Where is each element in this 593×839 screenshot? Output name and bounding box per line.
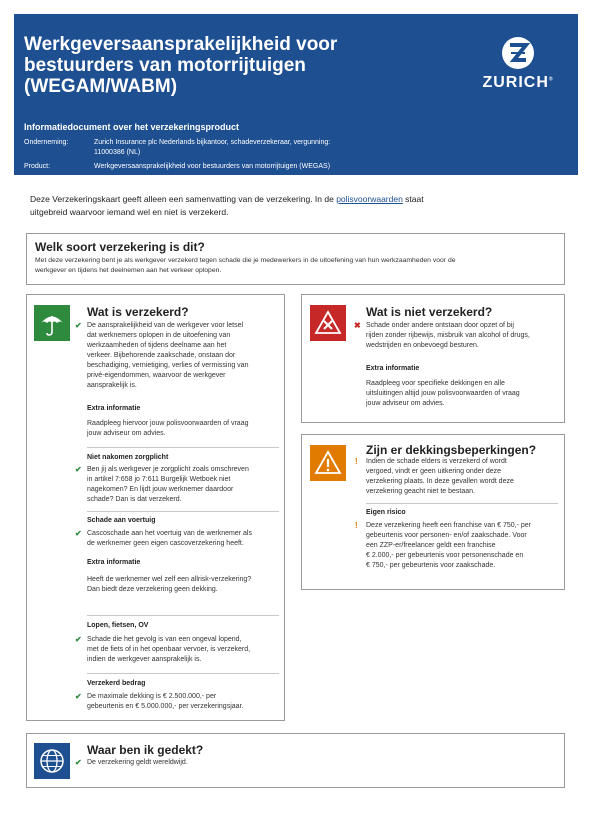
text-line: verzekering geacht niet te bestaan. — [366, 488, 475, 495]
duty-of-care-text — [87, 465, 282, 505]
meta-company — [24, 138, 404, 158]
text-line: Dan biedt deze verzekering geen dekking. — [87, 586, 218, 593]
meta-label: Onderneming: — [24, 139, 69, 146]
text-line: werkgever en tijdens het deelnemen aan het verkeer oplopen. — [35, 267, 222, 274]
intro-text-part: Deze Verzekeringskaart geeft alleen een samenvatting van de verzekering. In de — [30, 194, 337, 204]
covered-title: Wat is verzekerd? — [87, 305, 189, 319]
title-line: (WEGAM/WABM) — [24, 76, 178, 97]
logo-wordmark: ZURICH — [482, 74, 549, 91]
text-line: Deze verzekering heeft een franchise van € 750,- per — [366, 522, 531, 529]
walking-cycling-pt-title: Lopen, fietsen, OV — [87, 622, 149, 629]
registered-mark: ® — [548, 76, 554, 83]
meta-product — [24, 162, 404, 172]
meta-label: Product: — [24, 163, 51, 170]
check-icon: ✔ — [75, 321, 82, 330]
text-line: € 750,- per gebeurtenis voor zaakschade. — [366, 562, 496, 569]
limitations-text — [366, 457, 562, 497]
limitations-box — [301, 434, 565, 590]
extra-info-title: Extra informatie — [366, 365, 420, 372]
meta-value-line: 11000386 (NL) — [94, 149, 141, 156]
title-line: bestuurders van motorrijtuigen — [24, 55, 306, 76]
extra-info-text — [87, 419, 282, 439]
insured-amount-text — [87, 692, 282, 712]
text-line: Ben jij als werkgever je zorgplicht zoals omschreven — [87, 466, 249, 473]
text-line: Schade die het gevolg is van een ongeval lopend, — [87, 636, 242, 643]
zurich-logo-icon — [501, 36, 535, 70]
check-icon: ✔ — [75, 529, 82, 538]
not-covered-box — [301, 294, 565, 423]
cross-icon: ✖ — [354, 321, 361, 330]
text-line: Cascoschade aan het voertuig van de werknemer als — [87, 530, 252, 537]
logo-text — [478, 74, 558, 92]
not-covered-title: Wat is niet verzekerd? — [366, 305, 493, 319]
coverage-area-text: De verzekering geldt wereldwijd. — [87, 759, 188, 766]
text-line: De aansprakelijkheid van de werkgever voor letsel — [87, 322, 244, 329]
text-line: privé-eigendommen, waarvoor de werkgever — [87, 372, 226, 379]
divider — [87, 511, 279, 512]
check-icon: ✔ — [75, 758, 82, 767]
warning-icon — [310, 445, 346, 481]
text-line: vergoed, vindt er geen uitkering onder deze — [366, 468, 502, 475]
limitations-title: Zijn er dekkingsbeperkingen? — [366, 443, 537, 457]
vehicle-damage-text — [87, 529, 282, 549]
check-icon: ✔ — [75, 692, 82, 701]
text-line: dat werknemers oplopen in de uitoefening van — [87, 332, 231, 339]
text-line: aansprakelijk is. — [87, 382, 137, 389]
insurance-type-title: Welk soort verzekering is dit? — [35, 240, 205, 254]
text-line: € 2.000,- per gebeurtenis voor personenschade en — [366, 552, 524, 559]
text-line: gebeurtenis en € 5.000.000,- per verzekeringsjaar. — [87, 703, 244, 710]
text-line: uitsluitingen altijd jouw polisvoorwaarden of vraag — [366, 390, 520, 397]
not-covered-text — [366, 321, 562, 351]
zurich-logo — [478, 36, 558, 106]
duty-of-care-title: Niet nakomen zorgplicht — [87, 454, 169, 461]
covered-box — [26, 294, 285, 721]
divider — [366, 503, 558, 504]
extra-info-text — [366, 379, 562, 409]
text-line: indien de werkgever aansprakelijk is. — [87, 656, 202, 663]
divider — [87, 673, 279, 674]
covered-main-text — [87, 321, 282, 391]
text-line: Indien de schade elders is verzekerd of wordt — [366, 458, 507, 465]
text-line: verzekering plaats. In deze gevallen wordt deze — [366, 478, 514, 485]
umbrella-icon — [34, 305, 70, 341]
divider — [87, 615, 279, 616]
coverage-area-box — [26, 733, 565, 788]
text-line: rijden zonder rijbewijs, misbruik van alcohol of drugs, — [366, 332, 530, 339]
text-line: Raadpleeg hiervoor jouw polisvoorwaarden of vraag — [87, 420, 249, 427]
warning-triangle-x-icon — [310, 305, 346, 341]
document-subtitle: Informatiedocument over het verzekeringsproduct — [24, 122, 240, 132]
coverage-area-title: Waar ben ik gedekt? — [87, 743, 204, 757]
text-line: wedstrijden en onbevoegd besturen. — [366, 342, 479, 349]
title-line: Werkgeversaansprakelijkheid voor — [24, 34, 338, 55]
divider — [87, 447, 279, 448]
exclamation-icon: ! — [355, 521, 358, 530]
text-line: gebeurtenis voor personen- en/of zaakschade. Voor — [366, 532, 527, 539]
text-line: een ZZP-er/freelancer geldt een franchise — [366, 542, 496, 549]
header-banner — [14, 14, 578, 175]
walking-cycling-pt-text — [87, 635, 282, 665]
text-line: Heeft de werknemer wel zelf een allrisk-verzekering? — [87, 576, 252, 583]
check-icon: ✔ — [75, 465, 82, 474]
text-line: werkzaamheden of tijdens deelname aan het — [87, 342, 227, 349]
extra-info-title: Extra informatie — [87, 405, 141, 412]
insurance-type-text — [35, 256, 560, 276]
text-line: Schade onder andere ontstaan door opzet of bij — [366, 322, 514, 329]
not-covered-icon — [310, 305, 346, 341]
insurance-type-box — [26, 233, 565, 285]
document-title — [24, 34, 424, 97]
text-line: schade? Dan is dat verzekerd. — [87, 496, 182, 503]
meta-value-line: Zurich Insurance plc Nederlands bijkantoor, schadeverzekeraar, vergunning: — [94, 139, 331, 146]
text-line: met de fiets of in het openbaar vervoer, is verzekerd, — [87, 646, 251, 653]
intro-text-part: staat — [402, 194, 424, 204]
text-line: de werknemer geen eigen cascoverzekering heeft. — [87, 540, 244, 547]
vehicle-damage-title: Schade aan voertuig — [87, 517, 156, 524]
meta-value: Werkgeversaansprakelijkheid voor bestuurders van motorrijtuigen (WEGAS) — [94, 163, 331, 170]
check-icon: ✔ — [75, 635, 82, 644]
text-line: nagekomen? En lijdt jouw werknemer daardoor — [87, 486, 234, 493]
insured-amount-title: Verzekerd bedrag — [87, 680, 146, 687]
text-line: Met deze verzekering bent je als werkgever verzekerd tegen schade die je medewerkers in de uitoefening van hun werkzaamheden voor de — [35, 257, 456, 264]
own-risk-title: Eigen risico — [366, 509, 406, 516]
text-line: jouw adviseur om advies. — [366, 400, 445, 407]
policy-conditions-link[interactable]: polisvoorwaarden — [336, 194, 403, 204]
extra-info-title: Extra informatie — [87, 559, 141, 566]
text-line: Raadpleeg voor specifieke dekkingen en alle — [366, 380, 505, 387]
exclamation-icon: ! — [355, 457, 358, 466]
text-line: jouw adviseur om advies. — [87, 430, 166, 437]
text-line: in artikel 7:658 jo 7:611 Burgelijk Wetboek niet — [87, 476, 231, 483]
globe-icon — [34, 743, 70, 779]
text-line: beschadiging, vernietiging, verlies of vermissing van — [87, 362, 249, 369]
text-line: verkeer. Bijbehorende zaakschade, onstaan dor — [87, 352, 236, 359]
text-line: De maximale dekking is € 2.500.000,- per — [87, 693, 217, 700]
extra-info-text — [87, 575, 282, 595]
meta-value — [94, 138, 404, 158]
own-risk-text — [366, 521, 562, 571]
intro-text-part: uitgebreid waarvoor iemand wel en niet is verzekerd. — [30, 207, 229, 217]
intro-text — [30, 193, 560, 219]
